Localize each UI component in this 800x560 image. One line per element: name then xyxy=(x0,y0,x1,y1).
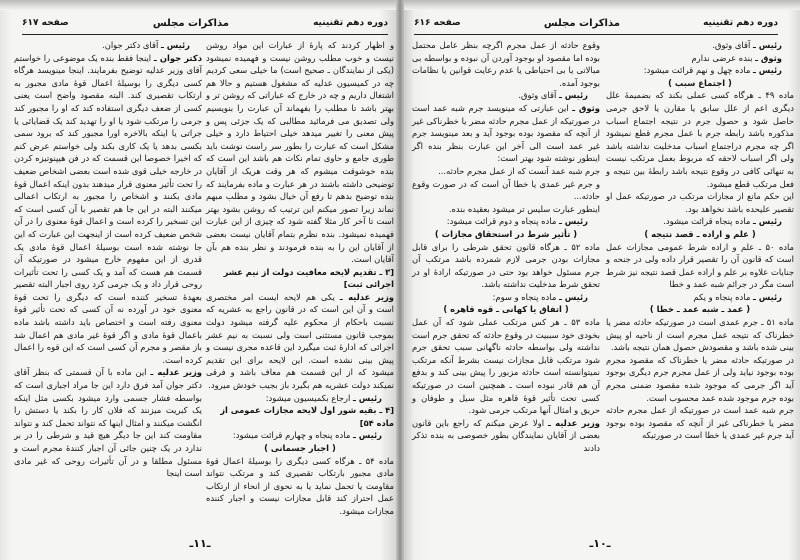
block-text: ( تأثیر شرط در استحقاق مجازات ) xyxy=(434,228,578,239)
block-text: ماده چهل و نهم قرائت میشود: xyxy=(643,65,751,76)
speaker-line xyxy=(606,39,794,52)
column-left xyxy=(412,39,600,455)
paragraph xyxy=(412,39,600,89)
article-subtitle xyxy=(412,228,600,241)
page-616 xyxy=(400,0,800,560)
paragraph xyxy=(606,354,794,404)
section-heading xyxy=(206,404,394,429)
block-text: ماده ۵۱ ـ جرم عمدی است در صورتیکه حادثه مضر یا خطرناک که نتیجه عمل مجرم است از ناحیه او پیش بینی شده باشد و مقصودش حصول همان نتیجه باشد. xyxy=(606,317,794,353)
speaker-line xyxy=(206,392,394,405)
page-footer-number: ـ۱۱ـ xyxy=(189,537,211,550)
column-right xyxy=(606,39,794,442)
block-text: ماده ۴۹ ـ هرگاه کسی عملی بکند که بضمیمهٔ علل دیگری اعم از علل سابق یا مقارن یا لاحق جرمی حاصل شود و حصول جرم در نتیجه اجتماع اسباب مذکوره باشد رابطه جرم با عمل مجرم قطع نمیشود اگر چه مجرم دراجتماع اسباب مدخلیت نداشته باشد ولی اگر اسباب لاحقه که مربوط بعمل مرتکب نیست به تنهائی کافی در وقوع نتیجه باشد رابطهٔ بین نتیجه و فعل مرتکب قطع میشود. xyxy=(606,90,794,189)
paragraph xyxy=(206,39,394,266)
block-text: ماده پنجاه و دوم قرائت میشود: xyxy=(446,216,557,227)
running-header xyxy=(414,18,778,35)
article-subtitle xyxy=(606,303,794,316)
block-text: اینجا فقط بنده یک موضوعی را خواستم آقای وزیر عدلیه توضیح بفرمایند. اینجا مینویسد هرگاه کسی دیگری را بوسیلهٔ اعمال قوهٔ مادی مجبور به ارتکاب تقصیری کند. البته مقصود واضح است یعنی کسی از ضعف دیگری استفاده کند که او را مجبور کند جرمی را مرتکب شود یا او را تهدید کند یک قضایائی یا جراتی یا اینکه بالاخره اورا مجبور کند که برود سمی بکسی بدهد یا یک کاری بکند ولی خواستم عرض کنم که اخیرا خصوصا این قسمت که در فن هیپنوتیزه کردن در خارجه خیلی قوی شده است بعضی اشخاص ضعیف را تحت تأثیر معنوی قرار میدهند بدون اینکه اعمال قوهٔ مادی بکنند و اشخاص را مجبور به ارتکاب اعمالی میکنند البته در این جا هم تقصیر با آن کسی است که این تسخیر را کرده است و اعمال قوهٔ معنوی را در آن شخص ضعیف کرده است از اینجهت این عبارت که این جا نوشته شده است بوسیلهٔ اعمال قوهٔ مادی یک قدری از این مفهوم خارج میشود در صورتیکه آن قسمت هم هست که آمد و یک کسی را تحت تأثیرات روحی قرار داد و یک جرمی کرد روی اجبار البته تقصیر بعهدهٔ تسخیر کننده است که دیگری را تحت قوهٔ معنوی خود در آورده نه آن کسی که تحت تأثیر قوهٔ معنوی رفته است و اختصاص باید داشته باشد ماده باعمال قوهٔ مادی و اگر قوهٔ غیر مادی هم اعمال شد باز مقصر و مجرم آن کسی است که این قوه را اعمال کرده است. xyxy=(14,52,202,365)
paragraph xyxy=(14,52,202,367)
block-text: این حکم مانع از مجازات مرتکب در صورتیکه عمل او تقصیر علیحده باشد نخواهد بود. xyxy=(606,191,794,214)
block-text: وقوع حادثه از عمل مجرم اگرچه بنظر عامل محتمل بوده اما مقصود او بوجود آوردن آن نبوده و بواسطه بی مبالاتی یا بی احتیاطی یا عدم رعایت قوانین یا نظامات بوجود آمده. xyxy=(412,40,600,88)
column-right xyxy=(206,39,394,518)
speaker-name: رئیس ـ xyxy=(160,40,190,50)
paragraph xyxy=(412,203,600,216)
column-left xyxy=(14,39,202,480)
book-gutter xyxy=(396,0,404,560)
block-text: ماده ۵۲ ـ هرگاه قانون تحقق شرطی را برای قابل مجازات بودن جرمی لازم شمرده باشد مرتکب آن جرم مسئول خواهد بود حتی در صورتیکه ارادهٔ او در تحقق شرط مدخلیت نداشته باشد. xyxy=(412,241,600,290)
paragraph xyxy=(412,178,600,203)
speaker-line xyxy=(606,64,794,77)
speaker-line xyxy=(606,215,794,228)
speaker-name: وزیر عدلیه ـ xyxy=(150,367,202,378)
block-text: ماده پنجاه و یکم xyxy=(693,291,751,302)
speaker-name: رئیس ـ xyxy=(558,90,588,101)
block-text: اولا عرض میکنم که راجع باین قانون بعضی از آقایان نمایندگان بطور خصوصی به بنده تذکر دادند xyxy=(412,417,600,453)
speaker-name: رئیس ـ xyxy=(752,40,782,50)
block-text: این ماده با آن قسمتی که بنظر آقای دکتر جوان آمد فرق دارد این جا مراد اجباری است که بواسطه فشار جسمی وارد میشود بکسی مثل اینکه یک کبریت میزنند که فلان کار را بکند یا دستش را انگشت میکنند و امثال اینها که نتواند تحمل کند و نتواند مقاومت کند این جا دیگر هیچ قید و شرطی را در بر ندارد در یک چنین جائی آن اجبار کنندهٔ مجرم است و مسئول مطلقا و در آن تأثیرات روحی که غیر مادی است اینجا xyxy=(14,367,202,479)
block-text: ماده ۵۰ ـ علم و اراده شرط عمومی مجازات عمل است که قانون آن را تقصیر قرار داده ولی در جنحه و جنایات علاوه بر علم و اراده عمل قصد نتیجه نیز شرط است مگر در جرائم شبه عمد و خطا xyxy=(606,241,794,290)
block-text: جرم شبه عمد است در صورتیکه از عمل مجرم حادثه مضر یا خطرناکی غیر از آنچه که مقصود بوده بوجود آید جرم غیر عمدی یا خطا است در صورتیکه xyxy=(606,405,794,441)
article-subtitle xyxy=(412,303,600,316)
speaker-name: دکتر جوان ـ xyxy=(153,52,202,63)
block-text: ماده ۵۳ ـ هر کس مرتکب عملی شود که آن عمل بخودی خود سببیت در وقوع حادثه که تحقق جرم است نداشته ولی بواسطه حادثه ناگهانی سبب تحقق جرم شود مرتکب قابل مجازات نیست بشرط آنکه مرتکب نمیتوانسته است حادثه مزبور را پیش بینی کند و بدفع آن هم قادر نبوده است ـ همچنین است در صورتیکه کسی تحت تأثیر قوهٔ قاهره مثل سیل و طوفان و حریق و امثال آنها مرتکب جرمی شود. xyxy=(412,317,600,416)
block-text: این عبارتی که مینویسد جرم شبه عمد است در صورتیکه از عمل مجرم حادثه مضر یا خطرناکی غیر از آنچه که مقصود بوده بوجود آید و بعد مینویسد جرم غیر عمد است الی آخر این عبارت بنظر بنده اگر اینطور نوشته شود بهتر است: xyxy=(412,102,600,164)
speaker-line xyxy=(412,215,600,228)
block-text: اینطور عبارت سلیس تر میشود بعقیده بنده. xyxy=(448,203,600,214)
header-volume: دوره دهم تقنینیه xyxy=(313,18,388,28)
article-subtitle xyxy=(606,77,794,90)
block-text: ارجاع بکمیسیون میشود: xyxy=(265,392,351,403)
block-text: ( علم و اراده ـ قصد نتیجه ) xyxy=(644,228,756,239)
block-text: ماده پنجاه و سوم: xyxy=(492,291,557,302)
running-header xyxy=(22,18,388,35)
block-text: ماده ۵۴ ـ هرگاه کسی دیگری را بوسیلهٔ اعمال قوهٔ مادی مجبور بارتکاب تقصیری کند و مرتکب نتواند مقاومت یا تحمل نماید یا به نحوی از انحاء از ارتکاب عمل احتراز کند قابل مجازات نیست و اجبار کننده مجازات میشود. xyxy=(206,455,394,516)
header-title: مذاکرات مجلس xyxy=(543,18,620,29)
block-text: و اظهار کردند که پارهٔ از عبارات این مواد روشن نیست و خوب مطلب روشن نیست و فهمیده نمیشود (یکی از نمایندگان ـ صحیح است) ما خیلی سعی کردیم چه در کمیسیون عدلیه که مشغول هستیم و حالا هم اشتغال داریم و چه در خارج که عباراتی که روشن تر و بهتر باشد تا مطلب را بفهماند آن عبارت را بنویسیم ولی تصدیق می فرمائید مطالبی که یک جزئی پس و پیش معنی را تغییر میدهد خیلی احتیاط دارد و خیلی مشکل است که عبارت را بطور سر راست نوشت باید طوری جامع و حاوی تمام نکات هم باشد این است که بنده خوشوقت میشوم که هر وقت هریک از آقایان توضیحی داشته باشند در هر عبارت و ماده بفرمایند که بنده توضیح بدهم تا رفع آن خیال بشود و مطلب مبهم نماند زیرا تصور میکنم این ترتیب که روشن بشود بهتر است تا آخر کار مثلا گفته شود که چیزی از این عبارت فهمیده نمیشود. بنده نظرم بتمام آقایان نیست بعضی از آقایان این را به بنده فرمودند و نظر بنده هم بآن آقایان است. xyxy=(206,40,394,265)
block-text: آقای وثوق. xyxy=(712,40,751,50)
paragraph xyxy=(412,316,600,417)
speaker-name: رئیس ـ xyxy=(752,291,782,302)
speaker-line xyxy=(14,39,202,52)
header-volume: دوره دهم تقنینیه xyxy=(703,18,778,28)
article-subtitle xyxy=(606,228,794,241)
block-text: ( اجتماع سبب ) xyxy=(668,77,732,88)
block-text: ( اجبار جسمانی ) xyxy=(264,443,336,453)
paragraph xyxy=(412,165,600,178)
block-text: بنده عرضی ندارم xyxy=(691,52,753,63)
paragraph xyxy=(14,366,202,479)
paragraph xyxy=(606,241,794,291)
paragraph xyxy=(412,241,600,291)
header-title: مذاکرات مجلس xyxy=(152,18,229,29)
block-text: و جرم غیر عمدی یا خطا آن است که در صورت وقوع حادثه... xyxy=(412,178,600,202)
speaker-name: رئیس ـ xyxy=(558,216,588,227)
speaker-line xyxy=(412,89,600,102)
paragraph xyxy=(606,404,794,442)
speaker-name: رئیس ـ xyxy=(352,392,382,403)
block-text: جرم شبه عمد آنست که از عمل مجرم حادثه... xyxy=(438,165,600,176)
article-subtitle xyxy=(206,442,394,455)
scan-edge xyxy=(400,0,800,10)
block-text: آقای وثوق. xyxy=(518,90,557,101)
speaker-name: وزیر عدلیه ـ xyxy=(548,417,600,428)
block-text: [۴ ـ بقیه شور اول لایحه مجازات عمومی از ماده ۵۴] xyxy=(220,405,394,428)
block-text: آقای دکتر جوان. xyxy=(102,40,159,50)
page-footer-number: ـ۱۰ـ xyxy=(589,537,611,550)
speaker-name: رئیس ـ xyxy=(752,216,782,227)
scan-edge xyxy=(0,0,400,10)
header-page-number: صفحه ۶۱۷ xyxy=(22,18,69,28)
paragraph xyxy=(412,417,600,455)
block-text: در صورتیکه حادثه مضر یا خطرناک که مقصود مجرم بوده بوجود نیاید ولی از عمل مجرم جرم دیگری بوجود آید اگر جرمی که موجود شده مقصود ضمنی مجرم بوده جرم موجود شده عمد محسوب است. xyxy=(606,354,794,403)
block-text: ماده پنجاه قرائت میشود. xyxy=(663,216,751,227)
speaker-line xyxy=(606,291,794,304)
paragraph xyxy=(606,89,794,190)
block-text: یکی هم لایحه ایست امر مختصری است و آن این است که در قانون راجع به عشریه که نسبت باحکام از محکوم علیه گرفته میشود دولت بموجب قانون مستثنی است ولی نسبت به نیم عشر اجرائی که ادارهٔ ثبت میگیرد این قاعده مجری نیست و پیش بینی نشده است. این لایحه برای این تقدیم میشود که از این قسمت هم معاف باشد و فرقی نمیکند دولت عشریه هم بگیرد باز بجیب خودش میرود. xyxy=(206,291,394,391)
speaker-name: رئیس ـ xyxy=(558,291,588,302)
header-page-number: صفحه ۶۱۶ xyxy=(414,18,461,28)
speaker-name: وثوق ـ xyxy=(572,102,601,113)
paragraph xyxy=(606,190,794,215)
speaker-name: رئیس ـ xyxy=(352,430,382,441)
block-text: ماده پنجاه و چهارم قرائت میشود: xyxy=(232,430,351,441)
paragraph xyxy=(206,291,394,392)
speaker-name: وثوق ـ xyxy=(755,52,782,63)
block-text: ( عمد ـ شبه عمد ـ خطا ) xyxy=(649,304,751,315)
speaker-name: وزیر عدلیه ـ xyxy=(339,291,394,302)
block-text: [۳ ـ تقدیم لایحه معافیت دولت از نیم عشر اجرائی ثبت] xyxy=(223,266,394,290)
section-heading xyxy=(206,266,394,291)
speaker-line xyxy=(412,291,600,304)
paragraph xyxy=(606,316,794,354)
block-text: ( اتفاق یا کهانی ـ قوه قاهره ) xyxy=(443,304,569,315)
paragraph xyxy=(206,455,394,518)
speaker-line xyxy=(206,429,394,442)
speaker-name: رئیس ـ xyxy=(752,65,782,76)
paragraph xyxy=(412,102,600,165)
speaker-line xyxy=(606,52,794,65)
